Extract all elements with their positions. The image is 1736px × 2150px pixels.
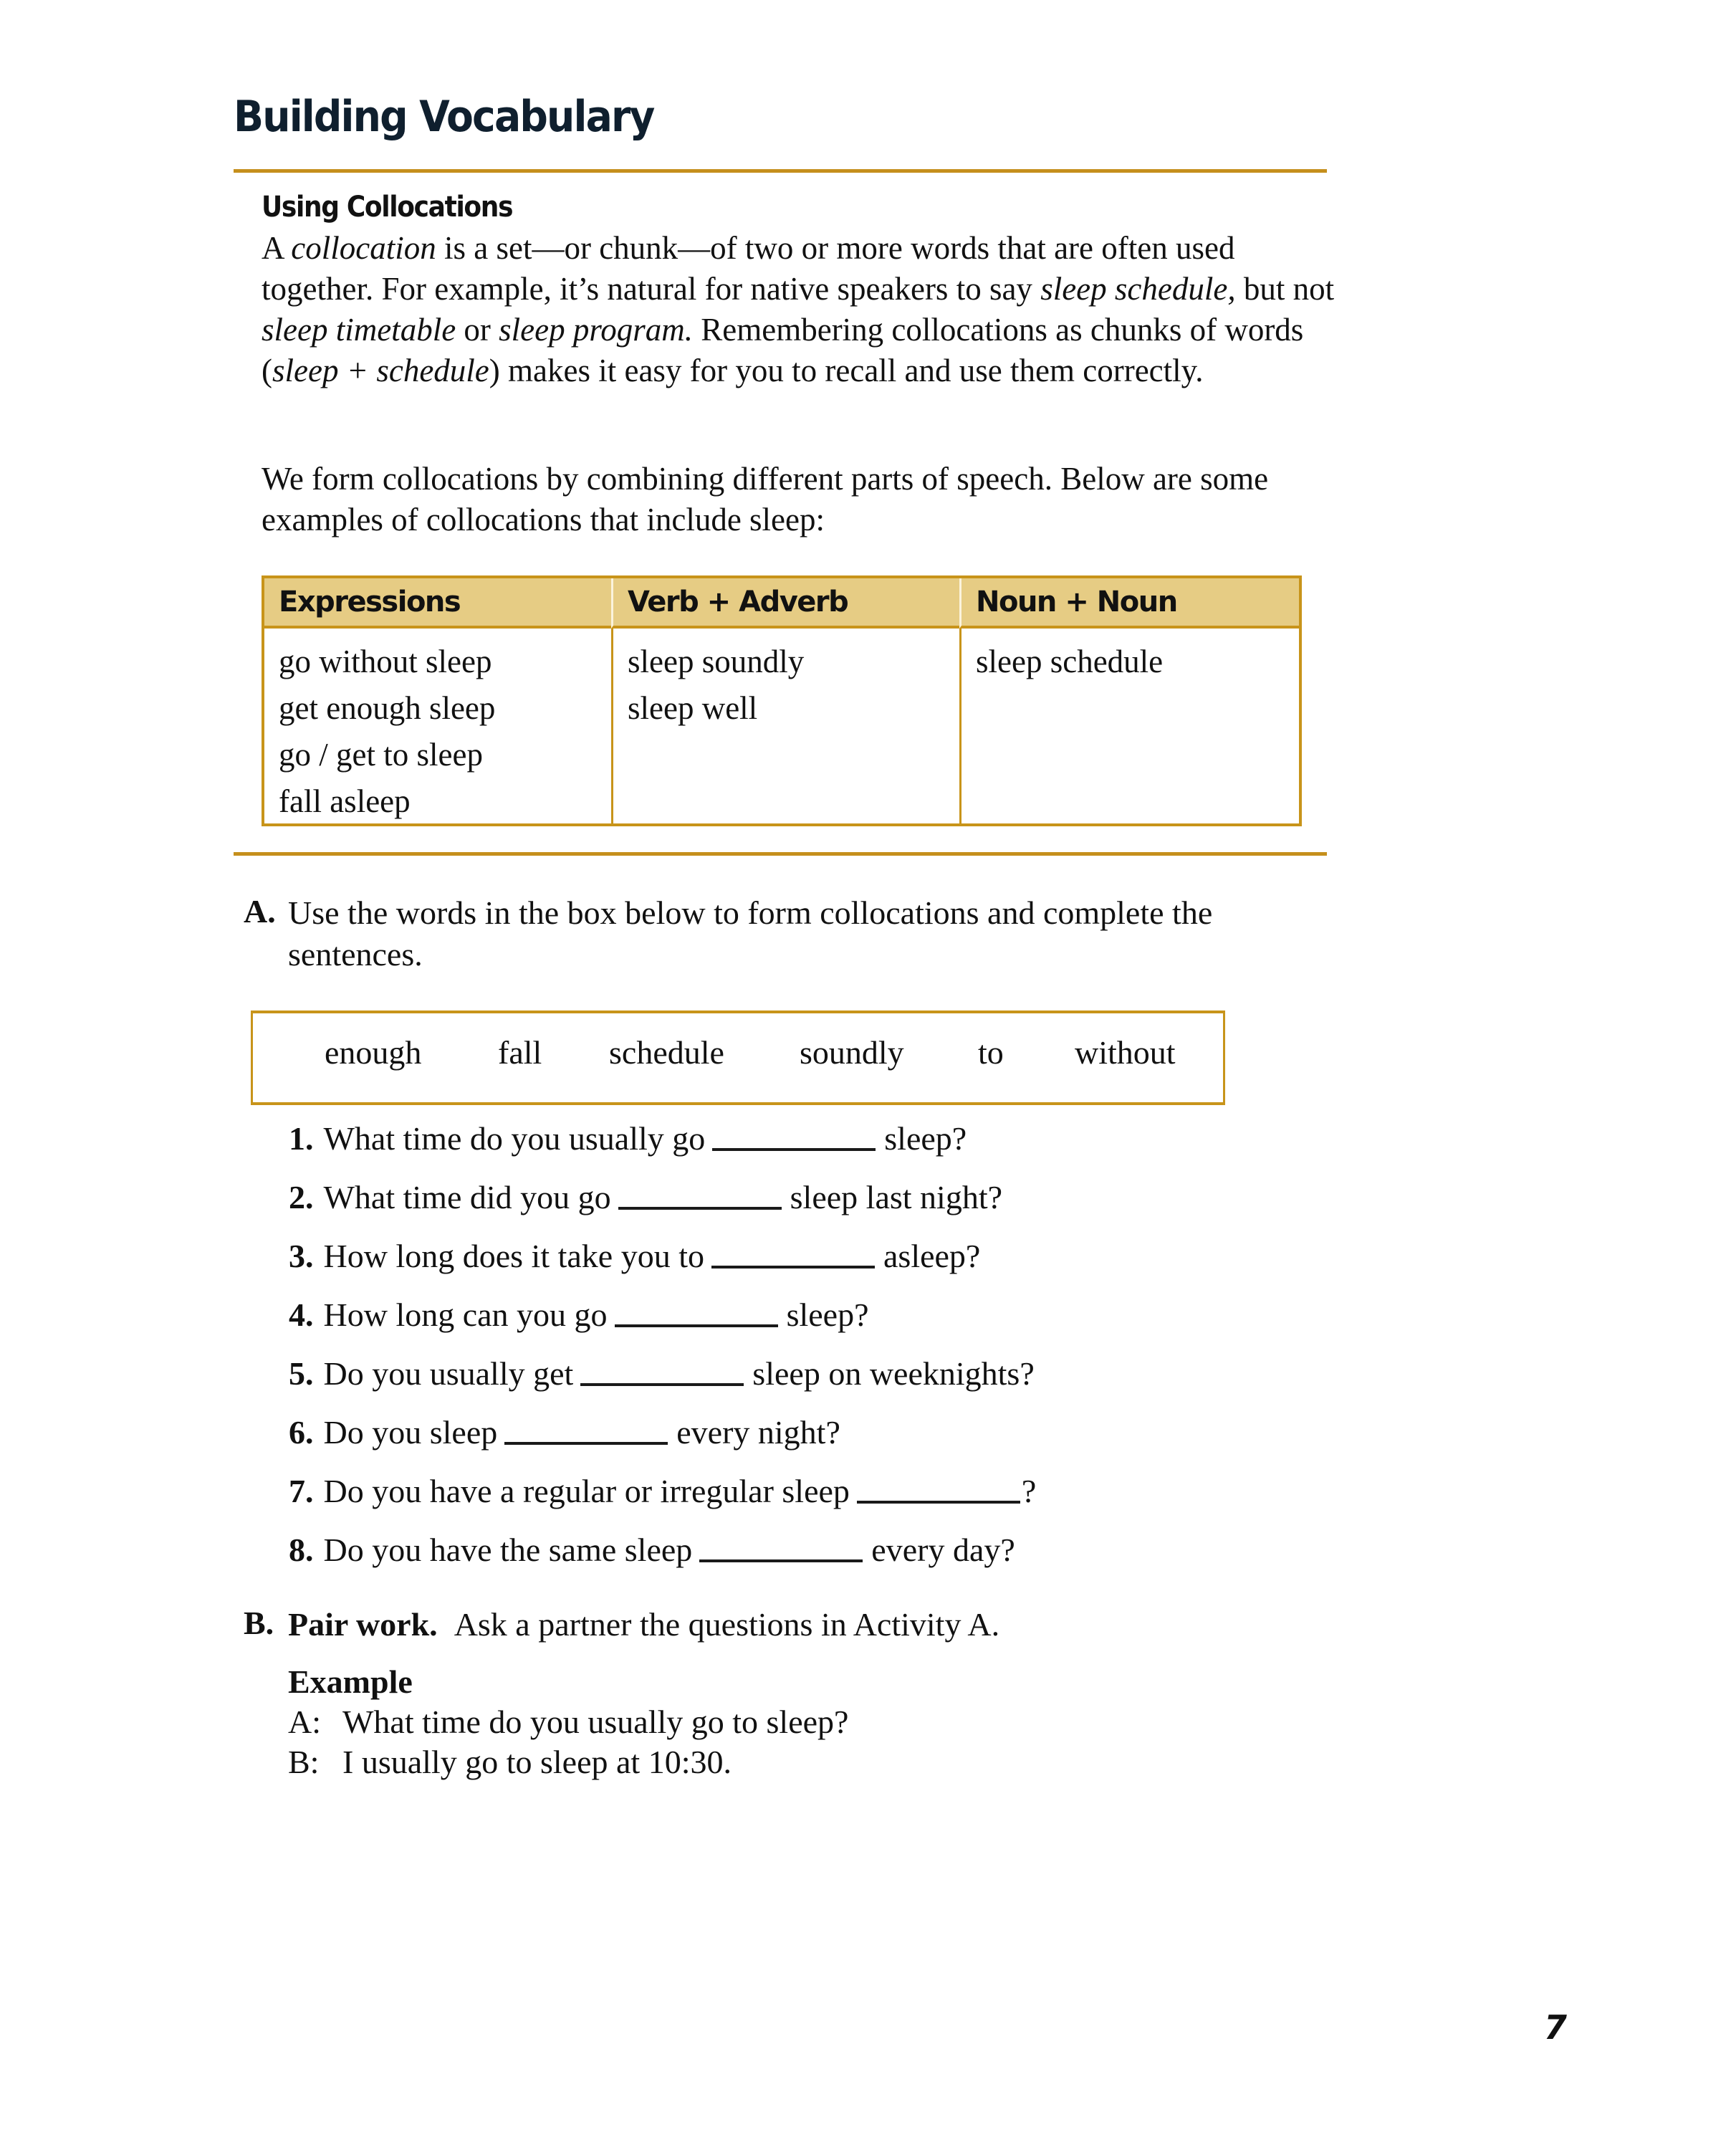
text-segment-italic: sleep program.: [499, 312, 693, 348]
answer-blank[interactable]: [699, 1559, 863, 1562]
table-cell: sleep schedule: [976, 644, 1164, 679]
question-5: [289, 1354, 1035, 1392]
question-text-after: every night?: [676, 1414, 840, 1451]
answer-blank[interactable]: [712, 1148, 876, 1151]
collocations-table: [262, 575, 1302, 826]
answer-blank[interactable]: [615, 1324, 778, 1327]
example-line-a: [288, 1703, 848, 1741]
question-2: [289, 1178, 1002, 1216]
answer-blank[interactable]: [711, 1266, 875, 1268]
answer-blank[interactable]: [580, 1383, 744, 1386]
example-text: What time do you usually go to sleep?: [342, 1704, 849, 1740]
question-text-before: Do you have a regular or irregular sleep: [323, 1473, 850, 1509]
text-segment: A: [262, 230, 292, 266]
activity-b-label: B.: [244, 1605, 274, 1641]
speaker-label: A:: [288, 1704, 321, 1740]
example-heading: Example: [288, 1663, 413, 1700]
activity-b-text: Ask a partner the questions in Activity A.: [454, 1606, 1000, 1643]
example-line-b: [288, 1743, 732, 1781]
answer-blank[interactable]: [618, 1207, 782, 1210]
table-column-noun-noun: [959, 629, 1299, 825]
text-segment: ) makes it easy for you to recall and use them correctly.: [489, 353, 1204, 388]
question-text-after: sleep on weeknights?: [752, 1355, 1035, 1392]
question-text-before: Do you usually get: [323, 1355, 574, 1392]
word-bank-item: to: [978, 1034, 1004, 1071]
text-segment-italic: collocation: [291, 230, 436, 266]
collocation-definition: [262, 228, 1336, 391]
table-cell: go / get to sleep: [279, 737, 483, 773]
text-segment-italic: sleep + schedule: [272, 353, 489, 388]
page-number: 7: [1544, 2008, 1568, 2047]
question-number: 4.: [289, 1296, 314, 1333]
question-text-after: sleep last night?: [790, 1179, 1003, 1215]
activity-b-instruction: [288, 1604, 999, 1645]
text-segment-italic: sleep schedule,: [1040, 271, 1236, 307]
table-cell: go without sleep: [279, 644, 492, 679]
question-text-before: Do you have the same sleep: [323, 1532, 693, 1568]
text-segment: or: [456, 312, 499, 348]
collocation-intro: We form collocations by combining different parts of speech. Below are some examples of collocations that include sleep:: [262, 461, 1269, 538]
table-cell: sleep soundly: [628, 644, 805, 679]
question-number: 6.: [289, 1414, 314, 1451]
top-divider: [234, 169, 1327, 173]
word-bank-item: enough: [325, 1034, 422, 1071]
question-7: [289, 1472, 1036, 1510]
page-title: Building Vocabulary: [234, 92, 654, 142]
text-segment: Remembering collocations as chunks of words (: [262, 312, 1304, 388]
question-4: [289, 1296, 869, 1334]
question-number: 3.: [289, 1238, 314, 1274]
question-text-after: every day?: [871, 1532, 1015, 1568]
question-text-after: sleep?: [884, 1120, 967, 1157]
question-number: 2.: [289, 1179, 314, 1215]
table-cell: get enough sleep: [279, 690, 496, 726]
question-6: [289, 1413, 840, 1451]
text-segment: but not: [1235, 271, 1335, 307]
question-text-after: sleep?: [786, 1296, 869, 1333]
question-1: [289, 1119, 967, 1157]
activity-b-title: Pair work.: [288, 1606, 438, 1643]
example-text: I usually go to sleep at 10:30.: [342, 1744, 732, 1780]
answer-blank[interactable]: [504, 1442, 668, 1445]
question-text-before: What time do you usually go: [323, 1120, 706, 1157]
activity-a-label: A.: [244, 893, 276, 930]
question-number: 5.: [289, 1355, 314, 1392]
table-column-expressions: [264, 629, 611, 825]
question-text-before: How long can you go: [323, 1296, 608, 1333]
table-header-noun-noun: Noun + Noun: [959, 578, 1299, 629]
text-segment: is a set—or chunk—of two or more words that are often used together. For example, it’s natural for native speakers to say: [262, 230, 1235, 307]
table-cell: fall asleep: [279, 783, 411, 819]
question-8: [289, 1531, 1015, 1569]
speaker-label: B:: [288, 1744, 320, 1780]
bottom-divider: [234, 852, 1327, 856]
question-3: [289, 1237, 980, 1275]
question-text-before: Do you sleep: [323, 1414, 498, 1451]
table-column-verb-adverb: [611, 629, 959, 825]
answer-blank[interactable]: [857, 1501, 1020, 1504]
table-header-verb-adverb: Verb + Adverb: [611, 578, 959, 629]
question-number: 8.: [289, 1532, 314, 1568]
question-number: 1.: [289, 1120, 314, 1157]
table-cell: sleep well: [628, 690, 758, 726]
table-header-expressions: Expressions: [264, 578, 611, 629]
word-bank-item: fall: [498, 1034, 542, 1071]
question-text-before: What time did you go: [323, 1179, 611, 1215]
word-bank-item: schedule: [609, 1034, 724, 1071]
section-heading: Using Collocations: [262, 191, 513, 224]
word-bank-item: without: [1075, 1034, 1176, 1071]
text-segment-italic: sleep timetable: [262, 312, 456, 348]
question-text-before: How long does it take you to: [323, 1238, 704, 1274]
question-number: 7.: [289, 1473, 314, 1509]
activity-a-instruction: Use the words in the box below to form collocations and complete the sentences.: [288, 894, 1213, 973]
question-text-after: asleep?: [883, 1238, 981, 1274]
word-bank-item: soundly: [800, 1034, 904, 1071]
question-text-after: ?: [1021, 1473, 1037, 1509]
